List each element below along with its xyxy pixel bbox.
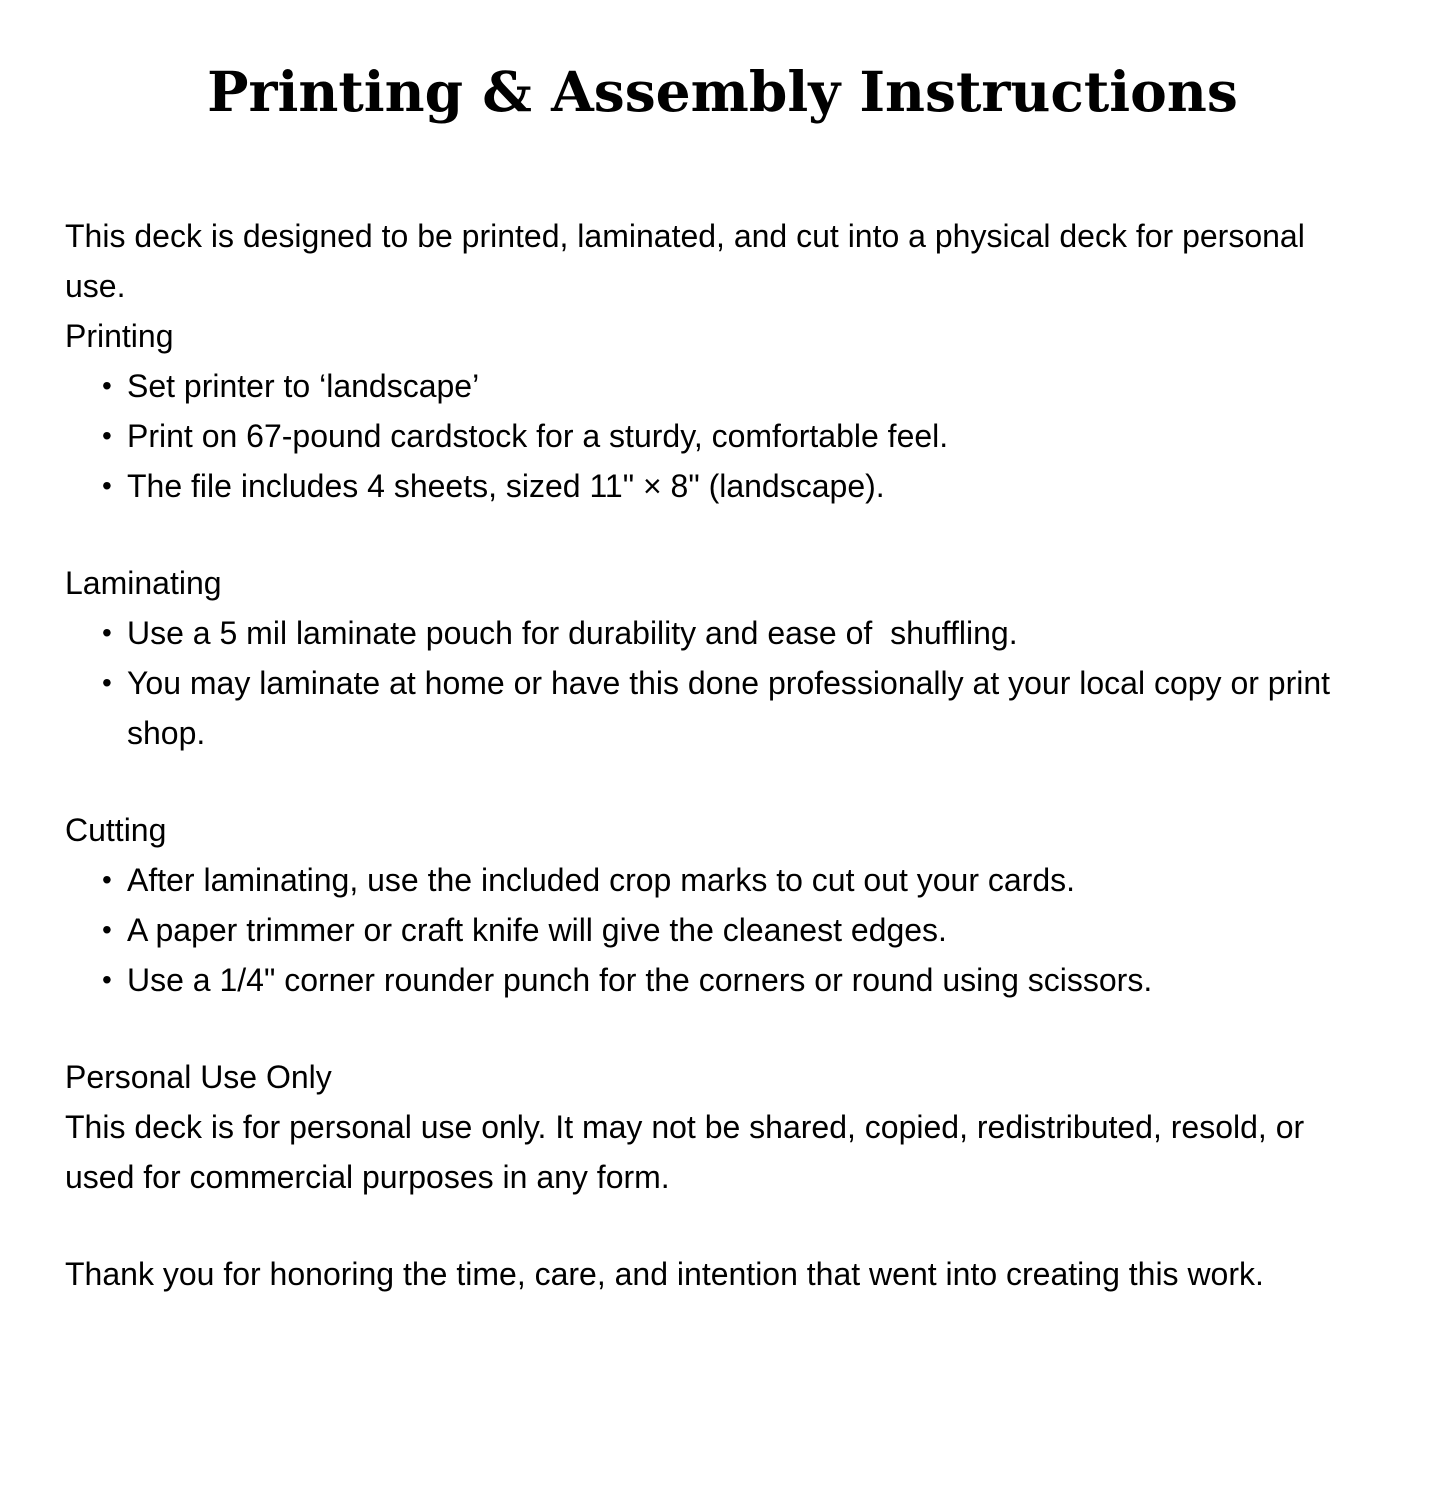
personal-use-paragraph: This deck is for personal use only. It may not be shared, copied, redistributed, resold, or used for commercial purposes in any form.	[65, 1109, 1314, 1195]
bullet-item: • A paper trimmer or craft knife will give the cleanest edges.	[65, 905, 1355, 955]
section-cutting	[65, 805, 1355, 1005]
laminating-bullet-list	[65, 608, 1355, 758]
section-heading-cutting: Cutting	[65, 812, 167, 848]
section-printing	[65, 311, 1355, 511]
cutting-bullet-list	[65, 855, 1355, 1005]
bullet-item: • Use a 5 mil laminate pouch for durability and ease of shuffling.	[65, 608, 1355, 658]
bullet-item: • The file includes 4 sheets, sized 11" × 8" (landscape).	[65, 461, 1355, 511]
bullet-item: • You may laminate at home or have this done professionally at your local copy or print shop.	[65, 658, 1355, 758]
section-heading-printing: Printing	[65, 318, 174, 354]
section-heading-laminating: Laminating	[65, 565, 222, 601]
section-laminating	[65, 558, 1355, 758]
bullet-item: • Use a 1/4" corner rounder punch for the corners or round using scissors.	[65, 955, 1355, 1005]
document-page	[0, 56, 1445, 1299]
bullet-item: • After laminating, use the included crop marks to cut out your cards.	[65, 855, 1355, 905]
printing-bullet-list	[65, 361, 1355, 511]
closing-paragraph: Thank you for honoring the time, care, and intention that went into creating this work.	[65, 1256, 1264, 1292]
bullet-item: • Print on 67-pound cardstock for a sturdy, comfortable feel.	[65, 411, 1355, 461]
section-personal-use	[65, 1052, 1355, 1202]
intro-paragraph: This deck is designed to be printed, laminated, and cut into a physical deck for personal use.	[65, 218, 1314, 304]
bullet-item: • Set printer to ‘landscape’	[65, 361, 1355, 411]
section-heading-personal-use: Personal Use Only	[65, 1059, 332, 1095]
page-title: Printing & Assembly Instructions	[207, 59, 1238, 124]
